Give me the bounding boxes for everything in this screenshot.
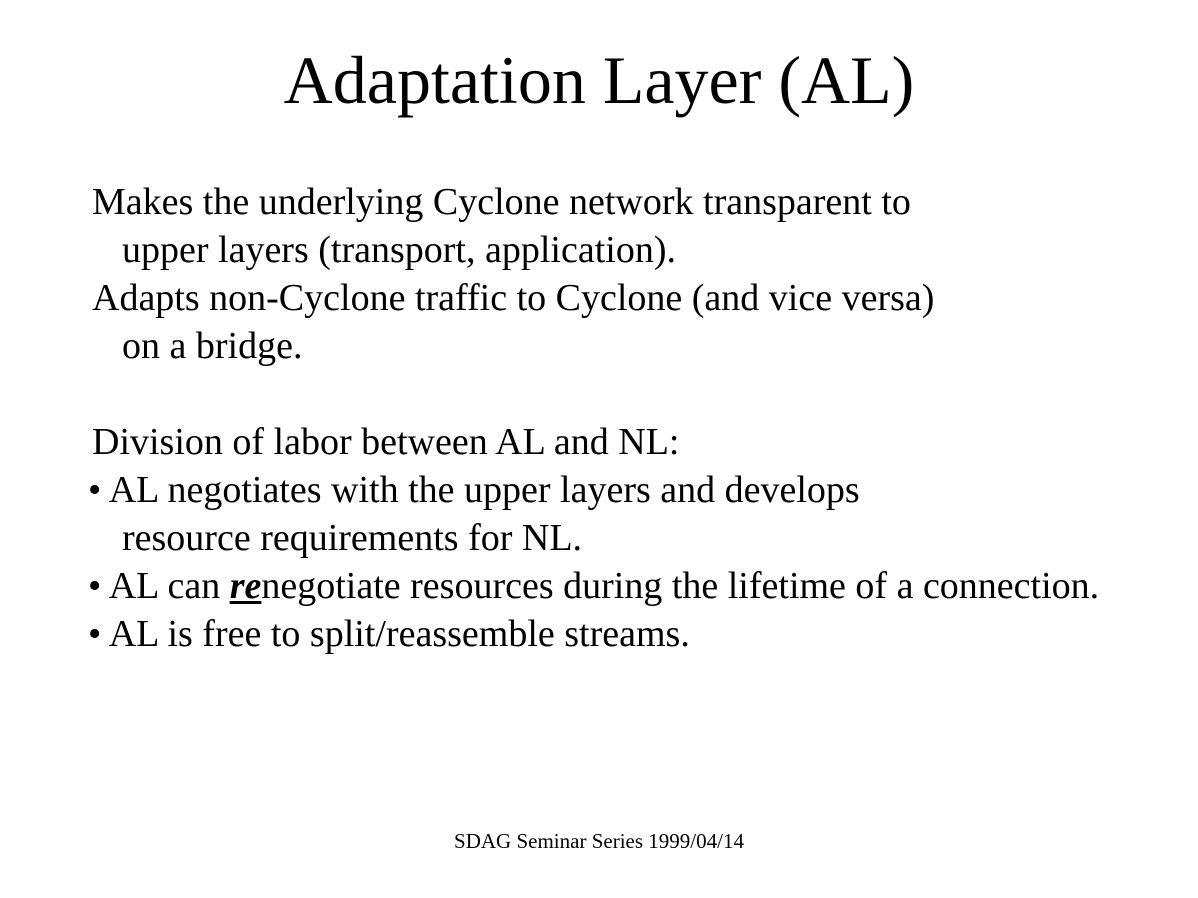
slide-body (88, 178, 1182, 658)
bullet-1-line-1: AL negotiates with the upper layers and develops (108, 469, 860, 511)
slide-footer: SDAG Seminar Series 1999/04/14 (454, 829, 744, 853)
intro-line-1: Makes the underlying Cyclone network transparent to (92, 181, 911, 223)
bullet-2-text-before: AL can (108, 565, 230, 607)
division-heading: Division of labor between AL and NL: (92, 421, 680, 463)
bullet-item-1 (88, 466, 1182, 514)
bullet-2-emphasis: re (229, 565, 262, 607)
intro-line-3: Adapts non-Cyclone traffic to Cyclone (and vice versa) (92, 277, 935, 319)
intro-line-2: upper layers (transport, application). (122, 229, 676, 271)
bullet-icon: • (88, 613, 102, 655)
slide-title: Adaptation Layer (AL) (283, 42, 915, 118)
bullet-3-text: AL is free to split/reassemble streams. (108, 613, 690, 655)
intro-line-4: on a bridge. (122, 325, 303, 367)
bullet-item-2 (88, 562, 1182, 610)
bullet-2-text-after: negotiate resources during the lifetime of a connection. (261, 565, 1100, 607)
bullet-1-line-2: resource requirements for NL. (122, 517, 583, 559)
blank-line (92, 370, 1182, 418)
bullet-icon: • (88, 469, 102, 511)
bullet-item-3 (88, 610, 1182, 658)
bullet-icon: • (88, 565, 102, 607)
